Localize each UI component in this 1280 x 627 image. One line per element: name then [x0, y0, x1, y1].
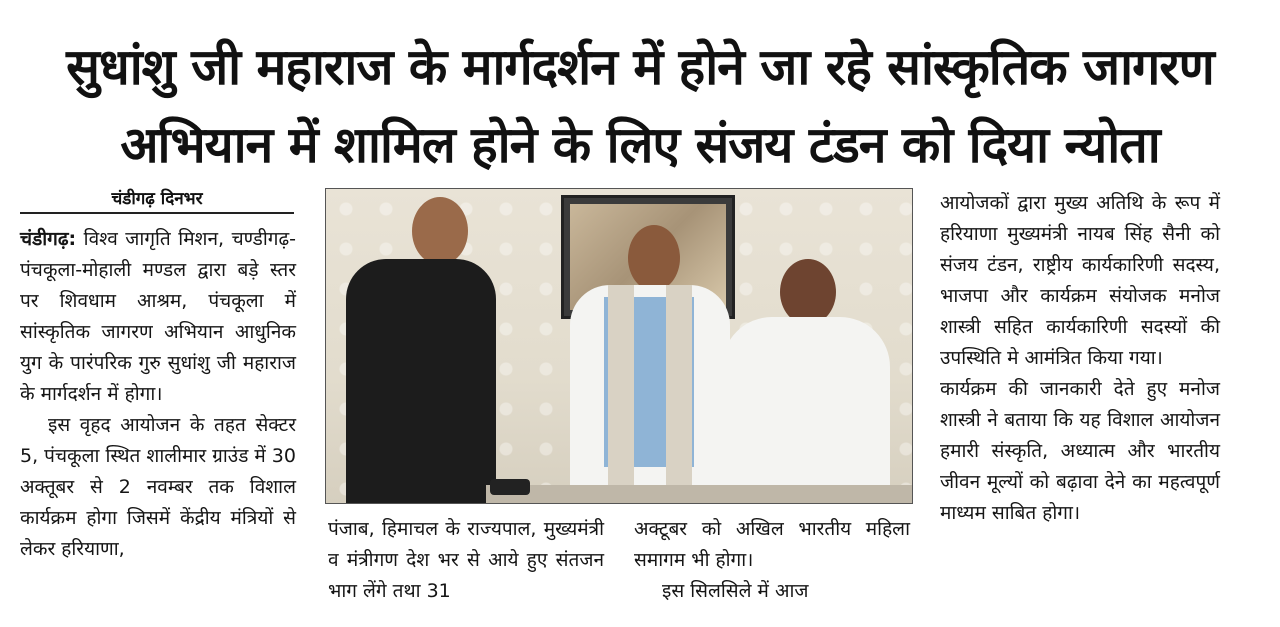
dateline-location: चंडीगढ़:: [20, 228, 77, 250]
news-photo: [325, 188, 913, 504]
headline-line-2: अभियान में शामिल होने के लिए संजय टंडन को दिया न्योता: [120, 116, 1160, 174]
column2b-para1: अक्टूबर को अखिल भारतीय महिला समागम भी होगा।: [634, 518, 910, 571]
column2a-text: पंजाब, हिमाचल के राज्यपाल, मुख्यमंत्री व मंत्रीगण देश भर से आये हुए संतजन भाग लेंगे तथा 31: [328, 518, 604, 602]
article-column-3: [940, 188, 1220, 529]
column2b-para2: इस सिलसिले में आज: [662, 580, 809, 602]
byline: चंडीगढ़ दिनभर: [20, 186, 294, 214]
column3-para1: आयोजकों द्वारा मुख्य अतिथि के रूप में हरियाणा मुख्यमंत्री नायब सिंह सैनी को संजय टंडन, राष्ट्रीय कार्यकारिणी सदस्य, भाजपा और कार्यक्रम संयोजक मनोज शास्त्री सहित कार्यकारिणी सदस्यों की उपस्थिति मे आमंत्रित किया गया।: [940, 192, 1220, 369]
column1-para1-text: विश्व जागृति मिशन, चण्डीगढ़-पंचकूला-मोहाली मण्डल द्वारा बड़े स्तर पर शिवधाम आश्रम, पंचकूला में सांस्कृतिक जागरण अभियान आधुनिक युग के पारंपरिक गुरु सुधांशु जी महाराज के मार्गदर्शन में होगा।: [20, 228, 296, 405]
column1-para1: [20, 224, 296, 410]
headline-line-1: सुधांशु जी महाराज के मार्गदर्शन में होने जा रहे सांस्कृतिक जागरण: [66, 38, 1214, 96]
column3-para2: कार्यक्रम की जानकारी देते हुए मनोज शास्त्री ने बताया कि यह विशाल आयोजन हमारी संस्कृति, अध्यात्म और भारतीय जीवन मूल्यों को बढ़ावा देने का महत्वपूर्ण माध्यम साबित होगा।: [940, 378, 1220, 524]
telephone-icon: [490, 479, 530, 495]
desk: [486, 485, 913, 504]
article-column-1: [20, 224, 296, 565]
column1-para2: इस वृहद आयोजन के तहत सेक्टर 5, पंचकूला स्थित शालीमार ग्राउंड में 30 अक्तूबर से 2 नवम्बर तक विशाल कार्यक्रम होगा जिसमें केंद्रीय मंत्रियों से लेकर हरियाणा,: [20, 414, 296, 560]
article-column-2a: [328, 514, 604, 607]
article-column-2b: [634, 514, 910, 607]
